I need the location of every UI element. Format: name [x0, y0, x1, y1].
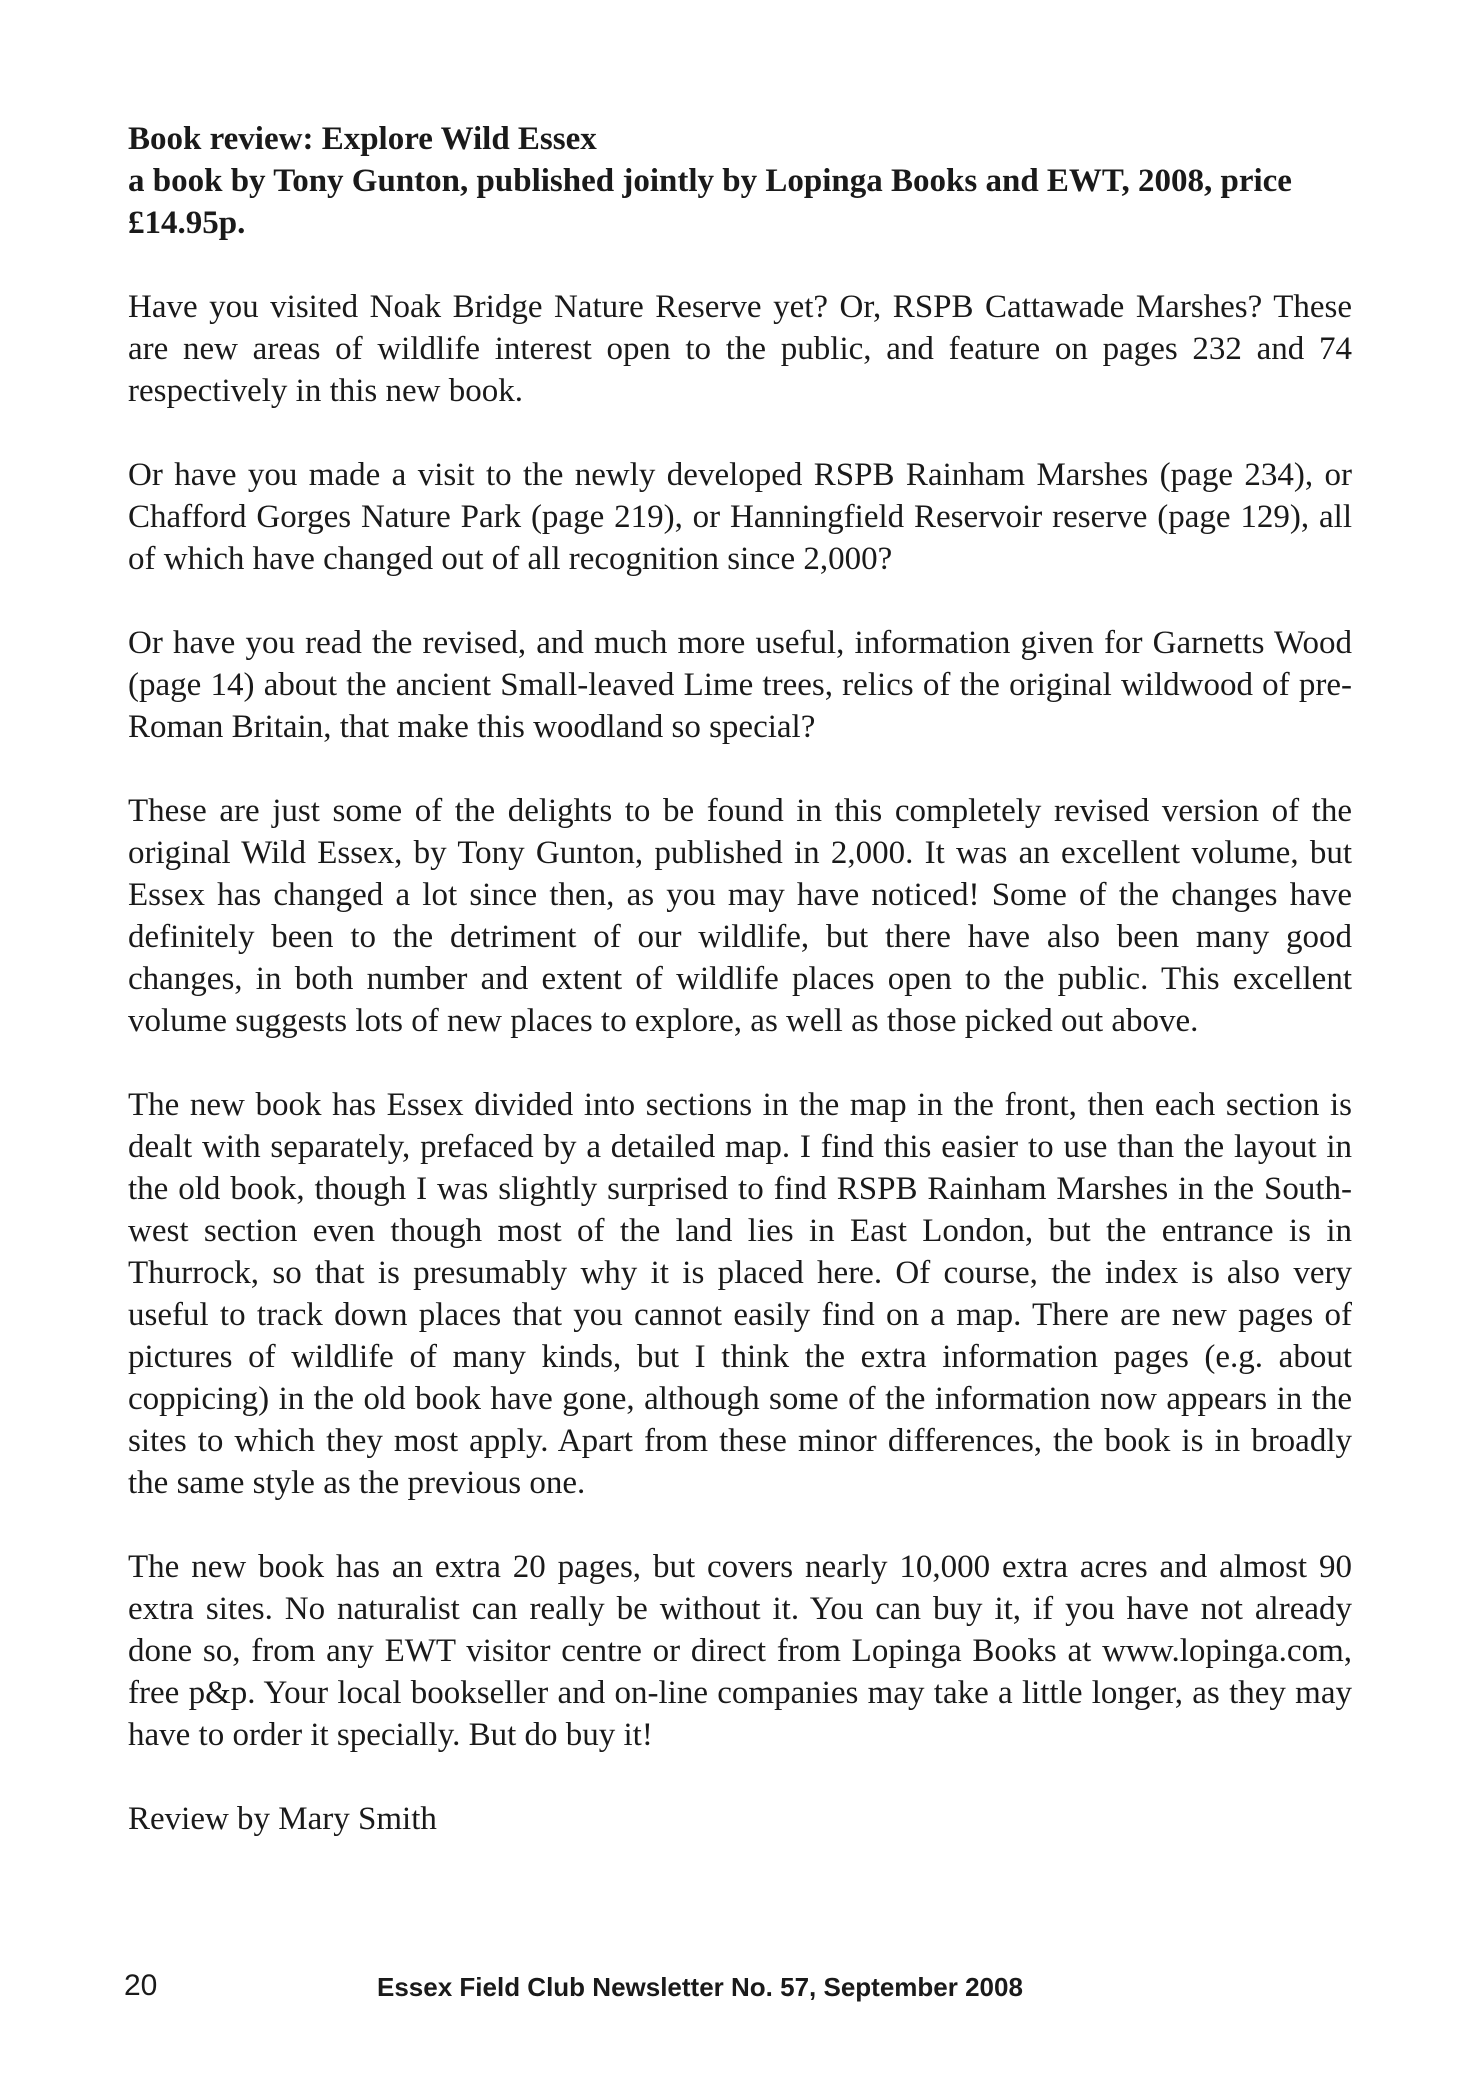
paragraph-4: These are just some of the delights to be found in this completely revised version of the original Wild Essex, by Tony Gunton, published in 2,000. It was an excellent volume, but Essex has changed a lot since then, as you may have noticed! Some of the changes have definitely been to the detriment of our wildlife, but there have also been many good changes, in both number and extent of wildlife places open to the public. This excellent volume suggests lots of new places to explore, as well as those picked out above. [128, 793, 1352, 1039]
review-heading [128, 118, 1352, 244]
review-signature: Review by Mary Smith [128, 1801, 437, 1837]
review-title: Book review: Explore Wild Essex [128, 121, 597, 157]
page-footer [124, 1968, 1224, 2008]
paragraph-3: Or have you read the revised, and much more useful, information given for Garnetts Wood (page 14) about the ancient Small-leaved Lime trees, relics of the original wildwood of pre-Roman Britain, that make this woodland so special? [128, 625, 1352, 745]
page-number: 20 [124, 1969, 158, 2002]
review-subtitle: a book by Tony Gunton, published jointly by Lopinga Books and EWT, 2008, price £14.95p. [128, 163, 1292, 241]
paragraph-5: The new book has Essex divided into sections in the map in the front, then each section is dealt with separately, prefaced by a detailed map. I find this easier to use than the layout in the old book, though I was slightly surprised to find RSPB Rainham Marshes in the South-west section even though most of the land lies in East London, but the entrance is in Thurrock, so that is presumably why it is placed here. Of course, the index is also very useful to track down places that you cannot easily find on a map. There are new pages of pictures of wildlife of many kinds, but I think the extra information pages (e.g. about coppicing) in the old book have gone, although some of the information now appears in the sites to which they most apply. Apart from these minor differences, the book is in broadly the same style as the previous one. [128, 1087, 1352, 1501]
paragraph-2: Or have you made a visit to the newly developed RSPB Rainham Marshes (page 234), or Chafford Gorges Nature Park (page 219), or Hanningfield Reservoir reserve (page 129), all of which have changed out of all recognition since 2,000? [128, 457, 1352, 577]
review-article [128, 118, 1352, 1840]
newsletter-title: Essex Field Club Newsletter No. 57, September 2008 [377, 1972, 1023, 2002]
paragraph-6: The new book has an extra 20 pages, but covers nearly 10,000 extra acres and almost 90 extra sites. No naturalist can really be without it. You can buy it, if you have not already done so, from any EWT visitor centre or direct from Lopinga Books at www.lopinga.com, free p&p. Your local bookseller and on-line companies may take a little longer, as they may have to order it specially. But do buy it! [128, 1549, 1352, 1753]
paragraph-1: Have you visited Noak Bridge Nature Reserve yet? Or, RSPB Cattawade Marshes? These are new areas of wildlife interest open to the public, and feature on pages 232 and 74 respectively in this new book. [128, 289, 1352, 409]
